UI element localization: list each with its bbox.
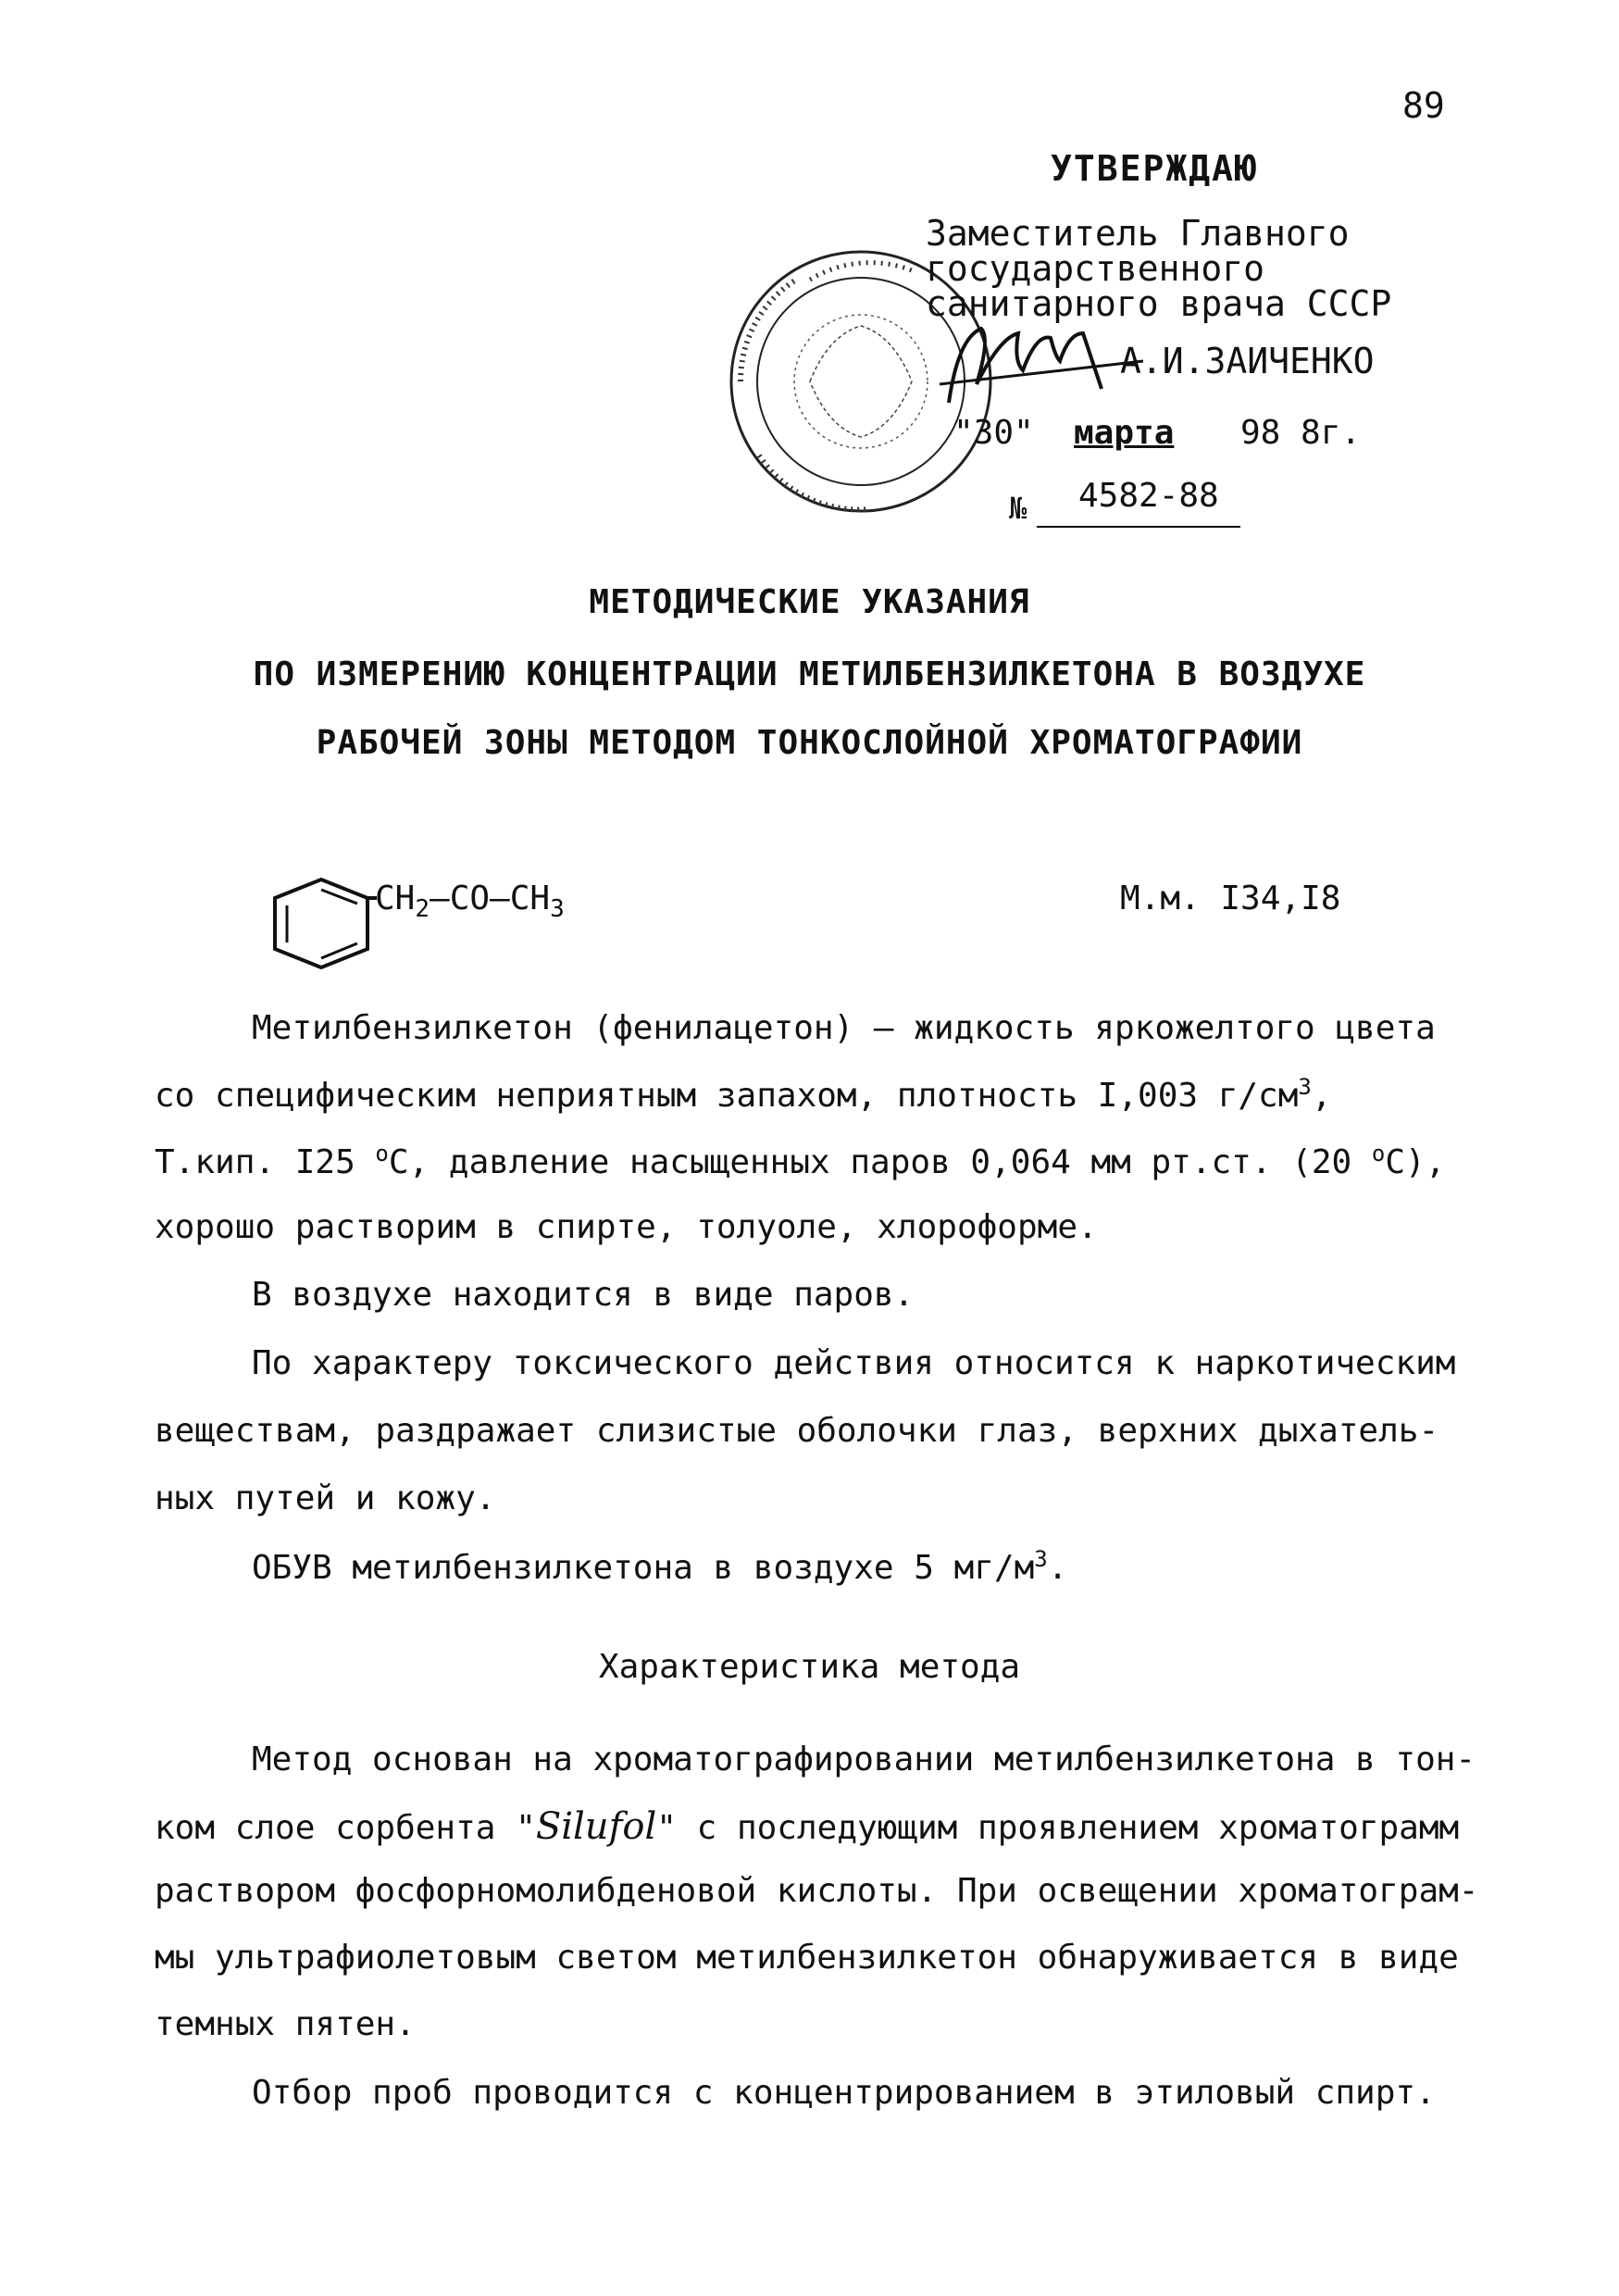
paragraph-line: По характеру токсического действия относится к наркотическим xyxy=(252,1344,1456,1382)
approval-position-line1: Заместитель Главного xyxy=(926,213,1350,254)
approval-date-year: 98 8г. xyxy=(1240,414,1362,452)
page-number: 89 xyxy=(1402,85,1445,126)
formula-chain: $CH_2-CO-CH_3$ xyxy=(375,880,565,924)
paragraph-line: хорошо растворим в спирте, толуоле, хлороформе. xyxy=(155,1208,1098,1246)
approval-position-line3: санитарного врача СССР xyxy=(926,283,1392,324)
doc-title: МЕТОДИЧЕСКИЕ УКАЗАНИЯ xyxy=(589,583,1030,621)
section-heading: Характеристика метода xyxy=(598,1648,1021,1686)
doc-subtitle-line1: ПО ИЗМЕРЕНИЮ КОНЦЕНТРАЦИИ МЕТИЛБЕНЗИЛКЕТОНА В ВОЗДУХЕ xyxy=(253,655,1366,693)
approval-date-day: "30" xyxy=(953,414,1034,452)
paragraph-line: раствором фосфорномолибденовой кислоты. При освещении хроматограм- xyxy=(155,1872,1479,1910)
paragraph-line: Т.кип. I25 $^о$С, давление насыщенных паров 0,064 мм рт.ст. (20 $^о$С), xyxy=(155,1141,1446,1181)
paragraph-line: Метод основан на хроматографировании метилбензилкетона в тон- xyxy=(252,1741,1476,1778)
approval-position-line2: государственного xyxy=(926,248,1265,289)
paragraph-line: Метилбензилкетон (фенилацетон) – жидкость яркожелтого цвета xyxy=(252,1009,1436,1047)
paragraph-line: ОБУВ метилбензилкетона в воздухе 5 $мг/м^3$. xyxy=(252,1546,1068,1587)
signature-icon xyxy=(935,315,1148,417)
molecular-weight: М.м. I34,I8 xyxy=(1120,880,1341,917)
approval-number: 4582-88 xyxy=(1078,477,1219,515)
paragraph-line: веществам, раздражает слизистые оболочки глаз, верхних дыхатель- xyxy=(155,1412,1439,1450)
paragraph-line: темных пятен. xyxy=(155,2005,416,2043)
paragraph-line: ных путей и кожу. xyxy=(155,1479,496,1517)
approval-name: А.И.ЗАИЧЕНКО xyxy=(1120,341,1375,381)
approval-number-mark: № xyxy=(1009,491,1027,526)
doc-subtitle-line2: РАБОЧЕЙ ЗОНЫ МЕТОДОМ ТОНКОСЛОЙНОЙ ХРОМАТОГРАФИИ xyxy=(316,724,1303,762)
paragraph-line: В воздухе находится в виде паров. xyxy=(252,1276,915,1314)
paragraph-line: мы ультрафиолетовым светом метилбензилкетон обнаруживается в виде xyxy=(155,1939,1459,1977)
paragraph-line: ком слое сорбента "Silufol" с последующим проявлением хроматограмм xyxy=(155,1805,1460,1848)
approval-title: УТВЕРЖДАЮ xyxy=(1051,148,1258,189)
paragraph-line: Отбор проб проводится с концентрированием в этиловый спирт. xyxy=(252,2074,1436,2112)
paragraph-line: со специфическим неприятным запахом, плотность I,003 $г/см^3$, xyxy=(155,1074,1332,1115)
approval-date-month: марта xyxy=(1074,414,1175,452)
number-underline xyxy=(1037,526,1240,528)
